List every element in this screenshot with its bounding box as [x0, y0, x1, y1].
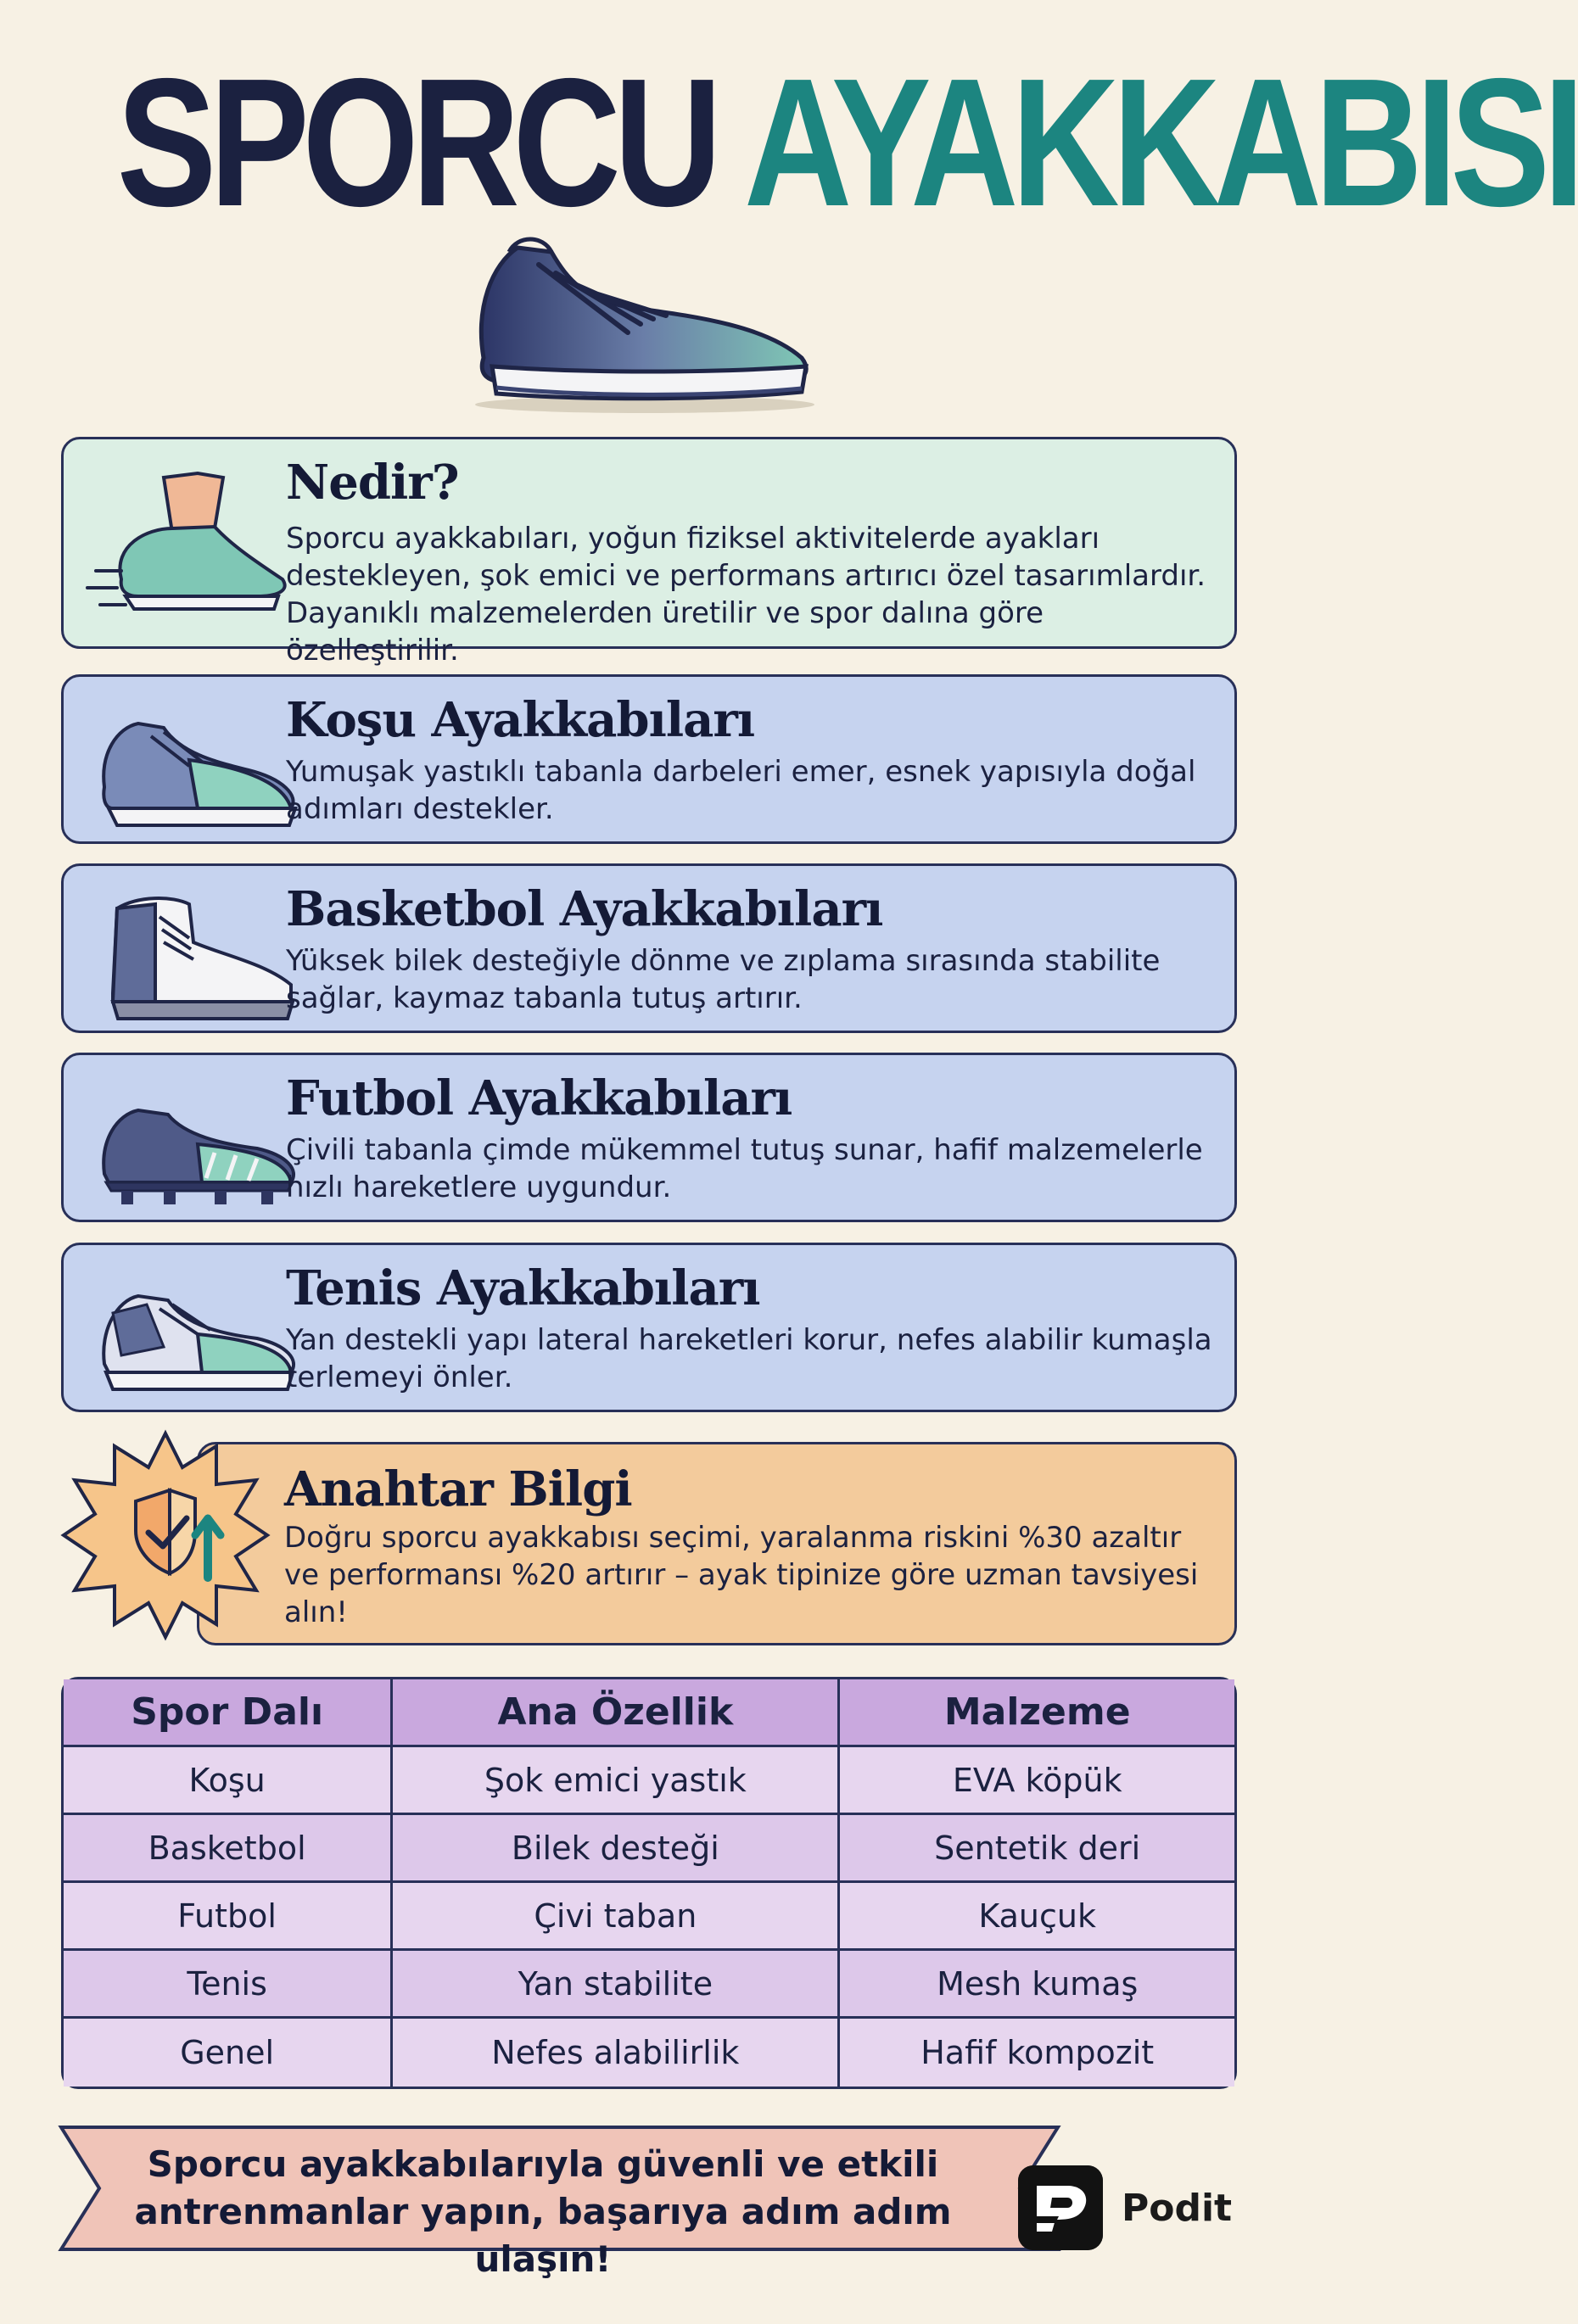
- table-cell: Bilek desteği: [393, 1815, 840, 1883]
- table-cell: Genel: [64, 2019, 393, 2087]
- section-futbol: [61, 1053, 1237, 1222]
- table-cell: Sentetik deri: [840, 1815, 1234, 1883]
- tennis-shoe-icon: [87, 1254, 299, 1406]
- title-word-ayakkabisi: AYAKKABISI: [744, 40, 1578, 244]
- key-info-text: Doğru sporcu ayakkabısı seçimi, yaralanma riskini %30 azaltır ve performansı %20 artırır – ayak tipinize göre uzman tavsiyesi alın!: [284, 1521, 1199, 1629]
- section-text: Yumuşak yastıklı tabanla darbeleri emer, esnek yapısıyla doğal adımları destekler.: [286, 755, 1196, 826]
- table-header-row: [64, 1679, 1234, 1747]
- section-text: Çivili tabanla çimde mükemmel tutuş sunar, hafif malzemelerle hızlı hareketlere uygundur.: [286, 1133, 1203, 1204]
- table-cell: Basketbol: [64, 1815, 393, 1883]
- table-cell: Hafif kompozit: [840, 2019, 1234, 2087]
- table-cell: Kauçuk: [840, 1883, 1234, 1951]
- table-cell: Çivi taban: [393, 1883, 840, 1951]
- table-cell: Yan stabilite: [393, 1951, 840, 2019]
- table-row: [64, 1815, 1234, 1883]
- page-title: [116, 40, 1578, 244]
- column-header: Spor Dalı: [64, 1679, 393, 1747]
- section-basketbol: [61, 863, 1237, 1033]
- podit-logo-icon: [1018, 2165, 1103, 2250]
- section-kosu: [61, 674, 1237, 844]
- sneaker-hero-icon: [458, 231, 831, 417]
- table-row: [64, 2019, 1234, 2087]
- section-title: Koşu Ayakkabıları: [286, 692, 755, 748]
- section-nedir: [61, 437, 1237, 668]
- section-title: Tenis Ayakkabıları: [286, 1260, 760, 1316]
- sport-shoe-table: [61, 1677, 1237, 2089]
- brand-name: Podit: [1122, 2187, 1233, 2230]
- footer-line-2: antrenmanlar yapın, başarıya adım adım ulaşın!: [134, 2191, 952, 2280]
- table-cell: EVA köpük: [840, 1747, 1234, 1815]
- title-word-sporcu: SPORCU: [116, 40, 715, 244]
- running-shoe-icon: [87, 685, 299, 838]
- section-title: Nedir?: [286, 455, 459, 511]
- basketball-shoe-icon: [87, 874, 299, 1027]
- section-tenis: [61, 1243, 1237, 1412]
- table-row: [64, 1951, 1234, 2019]
- column-header: Ana Özellik: [393, 1679, 840, 1747]
- footer-banner-text: [93, 2141, 993, 2283]
- footer-line-1: Sporcu ayakkabılarıyla güvenli ve etkili: [147, 2143, 939, 2185]
- table-cell: Şok emici yastık: [393, 1747, 840, 1815]
- column-header: Malzeme: [840, 1679, 1234, 1747]
- football-cleat-icon: [87, 1064, 299, 1216]
- section-text: Yan destekli yapı lateral hareketleri korur, nefes alabilir kumaşla terlemeyi önler.: [286, 1323, 1212, 1394]
- section-title: Futbol Ayakkabıları: [286, 1070, 792, 1126]
- table-cell: Futbol: [64, 1883, 393, 1951]
- table-cell: Koşu: [64, 1747, 393, 1815]
- key-info-title: Anahtar Bilgi: [284, 1461, 632, 1517]
- running-foot-icon: [87, 469, 299, 622]
- key-info-card: [197, 1442, 1237, 1645]
- section-text: Sporcu ayakkabıları, yoğun fiziksel aktivitelerde ayakları destekleyen, şok emici ve performans artırıcı özel tasarımlardır. Dayanıklı malzemelerden üretilir ve spor dalına göre özelleştirilir.: [286, 522, 1206, 668]
- table-cell: Tenis: [64, 1951, 393, 2019]
- table-row: [64, 1883, 1234, 1951]
- table-cell: Mesh kumaş: [840, 1951, 1234, 2019]
- section-title: Basketbol Ayakkabıları: [286, 881, 883, 937]
- table-row: [64, 1747, 1234, 1815]
- table-cell: Nefes alabilirlik: [393, 2019, 840, 2087]
- section-text: Yüksek bilek desteğiyle dönme ve zıplama sırasında stabilite sağlar, kaymaz tabanla tutuş artırır.: [286, 944, 1161, 1015]
- shield-check-arrow-icon: [59, 1429, 271, 1641]
